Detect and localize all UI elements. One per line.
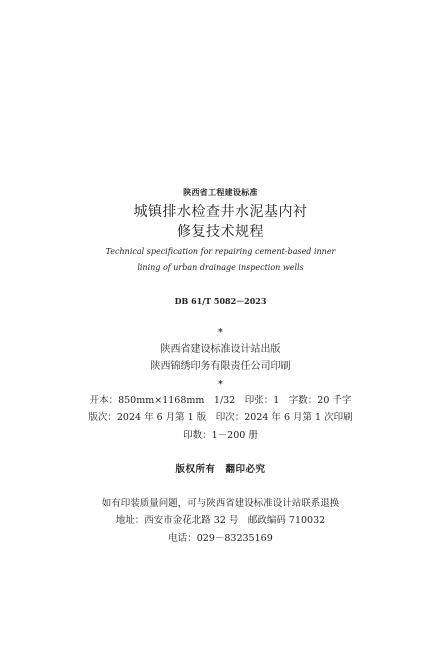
english-title-line-1: Technical specification for repairing cement-based inner bbox=[105, 247, 336, 256]
publisher: 陕西省建设标准设计站出版 bbox=[160, 344, 281, 355]
separator-star-2: * bbox=[218, 380, 223, 390]
printer: 陕西锦绣印务有限责任公司印刷 bbox=[150, 361, 291, 372]
edition-info: 版次：2024 年 6 月第 1 版 印次：2024 年 6 月第 1 次印刷 bbox=[88, 412, 353, 423]
title-line-2: 修复技术规程 bbox=[177, 224, 264, 240]
copyright-notice: 版权所有 翻印必究 bbox=[175, 464, 266, 475]
english-title-line-2: lining of urban drainage inspection wells bbox=[137, 263, 304, 272]
series-label: 陕西省工程建设标准 bbox=[183, 187, 258, 197]
separator-star-1: * bbox=[218, 328, 223, 338]
format-spec: 开本：850mm×1168mm 1/32 印张：1 字数：20 千字 bbox=[89, 395, 352, 406]
quality-notice: 如有印装质量问题，可与陕西省建设标准设计站联系退换 bbox=[101, 498, 340, 509]
title-line-1: 城镇排水检查井水泥基内衬 bbox=[133, 204, 308, 220]
contact-address: 地址：西安市金花北路 32 号 邮政编码 710032 bbox=[115, 515, 326, 526]
contact-phone: 电话：029－83235169 bbox=[168, 533, 273, 544]
print-count: 印数：1－200 册 bbox=[183, 430, 258, 441]
standard-number: DB 61/T 5082－2023 bbox=[174, 296, 267, 306]
